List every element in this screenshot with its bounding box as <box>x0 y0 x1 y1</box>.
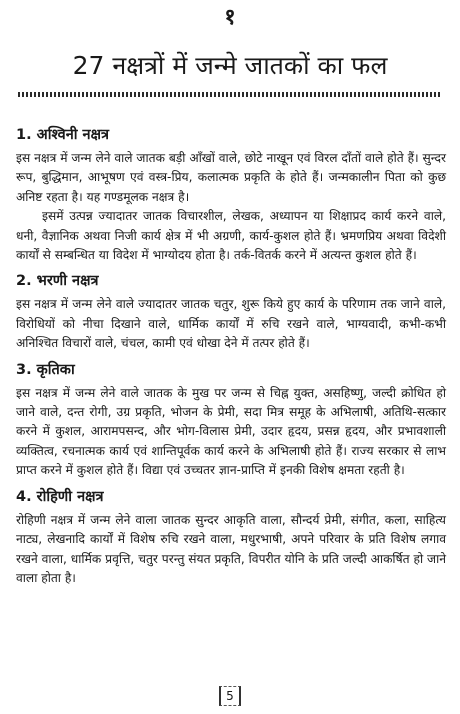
page-number-text: 5 <box>219 686 241 706</box>
section-paragraph: इसमें उत्पन्न ज्यादातर जातक विचारशील, लेखक, अध्यापन या शिक्षाप्रद कार्य करने वाले, धनी, वैज्ञानिक अथवा निजी कार्य क्षेत्र में भी अग्रणी, कार्य-कुशल होते हैं। भ्रमणप्रिय अथवा विदेशी कार्यों से सम्बन्धित या विदेश में भाग्योदय होता है। तर्क-वितर्क करने में अत्यन्त कुशल होते हैं। <box>16 209 446 263</box>
section-ashwini <box>16 126 446 265</box>
page-number <box>0 686 460 706</box>
section-heading: 3. कृतिका <box>16 361 75 378</box>
section-heading: 1. अश्विनी नक्षत्र <box>16 127 110 143</box>
section-krittika <box>16 361 446 481</box>
section-bharani <box>16 272 446 353</box>
section-paragraph: इस नक्षत्र में जन्म लेने वाले जातक के मुख पर जन्म से चिह्न युक्त, असहिष्णु, जल्दी क्रोधित हो जाने वाले, दन्त रोगी, उग्र प्रकृति, भोजन के प्रेमी, सदा मित्र समूह के अभिलाषी, अतिथि-सत्कार करने में कुशल, आरामपसन्द, और भोग-विलास प्रेमी, उदार हृदय, प्रसन्न हृदय, और प्रभावशाली व्यक्तित्व, रचनात्मक कार्य एवं शान्तिपूर्वक कार्य करने के अभिलाषी होते हैं। राज्य सरकार से लाभ प्राप्त करने में कुशल होते हैं। विद्या एवं उच्चतर ज्ञान-प्राप्ति में इनकी विशेष क्षमता रहती है। <box>16 385 446 478</box>
chapter-number: १ <box>224 5 236 30</box>
section-paragraph: इस नक्षत्र में जन्म लेने वाले जातक बड़ी आँखों वाले, छोटे नाखून एवं विरल दाँतों वाले होते हैं। सुन्दर रूप, बुद्धिमान, आभूषण एवं वस्त्र-प्रिय, कलात्मक प्रकृति के होते हैं। जन्मकालीन पिता को कुछ अनिष्ट रहता है। यह गण्डमूलक नक्षत्र है। <box>16 151 446 204</box>
section-heading: 4. रोहिणी नक्षत्र <box>16 488 104 505</box>
section-paragraph: इस नक्षत्र में जन्म लेने वाले ज्यादातर जातक चतुर, शुरू किये हुए कार्य के परिणाम तक जाने वाले, विरोधियों को नीचा दिखाने वाले, धार्मिक कार्यों में रुचि रखने वाले, भाग्यवादी, कभी-कभी अनिश्चित विचारों वाले, चंचल, कामी एवं धोखा देने में तत्पर होते हैं। <box>16 297 446 351</box>
section-heading: 2. भरणी नक्षत्र <box>16 273 99 290</box>
chapter-content <box>16 126 446 595</box>
title-divider <box>18 92 442 97</box>
section-rohini <box>16 488 446 589</box>
chapter-title: 27 नक्षत्रों में जन्मे जातकों का फल <box>72 51 388 80</box>
section-paragraph: रोहिणी नक्षत्र में जन्म लेने वाला जातक सुन्दर आकृति वाला, सौन्दर्य प्रेमी, संगीत, कला, साहित्य नाट्य, लेखनादि कार्यों में विशेष रुचि रखने वाला, मधुरभाषी, अपने परिवार के प्रति विशेष लगाव रखने वाला, धार्मिक प्रवृत्ति, चतुर परन्तु संयत प्रकृति, विपरीत योनि के प्रति जल्दी आकर्षित हो जाने वाला होता है। <box>16 512 446 585</box>
